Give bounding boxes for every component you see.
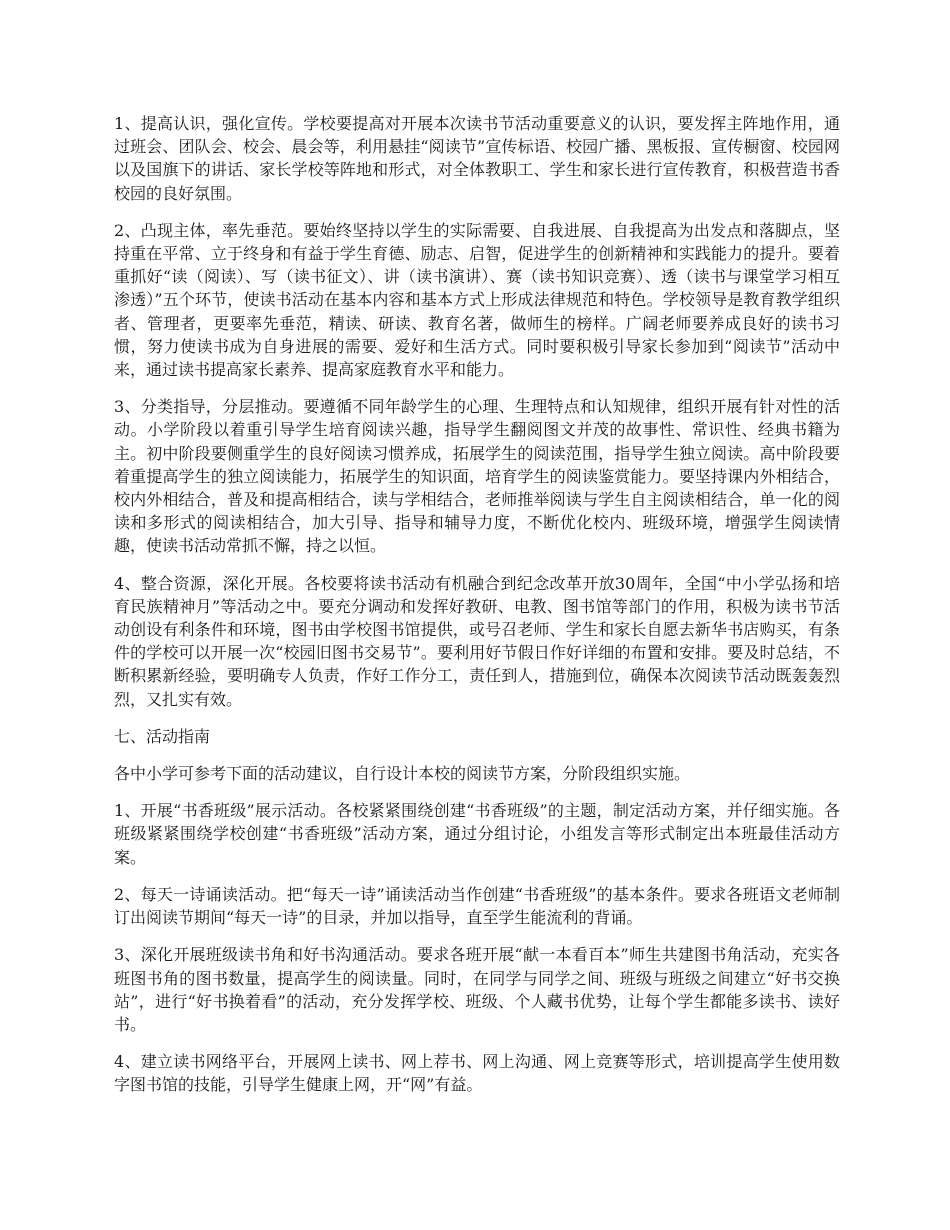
section-heading-activity-guide: 七、活动指南 <box>114 726 211 746</box>
paragraph-online-platform: 4、建立读书网络平台，开展网上读书、网上荐书、网上沟通、网上竞赛等形式，培训提高学生使用数字图书馆的技能，引导学生健康上网，开“网”有益。 <box>114 1052 840 1095</box>
document-body <box>114 112 840 1111</box>
paragraph-book-class: 1、开展“书香班级”展示活动。各校紧紧围绕创建“书香班级”的主题，制定活动方案，并仔细实施。各班级紧紧围绕学校创建“书香班级”活动方案，通过分组讨论，小组发言等形式制定出本班最佳活动方案。 <box>114 801 840 867</box>
paragraph-reading-corner: 3、深化开展班级读书角和好书沟通活动。要求各班开展“献一本看百本”师生共建图书角活动，充实各班图书角的图书数量，提高学生的阅读量。同时，在同学与同学之间、班级与班级之间建立“好书交换站”，进行“好书换着看”的活动，充分发挥学校、班级、个人藏书优势，让每个学生都能多读书、读好书。 <box>114 945 840 1034</box>
paragraph-resources: 4、整合资源，深化开展。各校要将读书活动有机融合到纪念改革开放30周年，全国“中小学弘扬和培育民族精神月”等活动之中。要充分调动和发挥好教研、电教、图书馆等部门的作用，积极为读书节活动创设有利条件和环境，图书由学校图书馆提供，或号召老师、学生和家长自愿去新华书店购买，有条件的学校可以开展一次“校园旧图书交易节”。要利用好节假日作好详细的布置和安排。要及时总结，不断积累新经验，要明确专人负责，作好工作分工，责任到人，措施到位，确保本次阅读节活动既轰轰烈烈，又扎实有效。 <box>114 573 840 709</box>
paragraph-guidance: 3、分类指导，分层推动。要遵循不同年龄学生的心理、生理特点和认知规律，组织开展有针对性的活动。小学阶段以着重引导学生培育阅读兴趣，指导学生翻阅图文并茂的故事性、常识性、经典书籍为主。初中阶段要侧重学生的良好阅读习惯养成，拓展学生的阅读范围，指导学生独立阅读。高中阶段要着重提高学生的独立阅读能力，拓展学生的知识面，培育学生的阅读鉴赏能力。要坚持课内外相结合，校内外相结合，普及和提高相结合，读与学相结合，老师推举阅读与学生自主阅读相结合，单一化的阅读和多形式的阅读相结合，加大引导、指导和辅导力度，不断优化校内、班级环境，增强学生阅读情趣，使读书活动常抓不懈，持之以恒。 <box>114 397 840 556</box>
paragraph-guide-intro: 各中小学可参考下面的活动建议，自行设计本校的阅读节方案，分阶段组织实施。 <box>114 764 691 784</box>
paragraph-publicity: 1、提高认识，强化宣传。学校要提高对开展本次读书节活动重要意义的认识，要发挥主阵地作用，通过班会、团队会、校会、晨会等，利用悬挂“阅读节”宣传标语、校园广播、黑板报、宣传橱窗、校园网以及国旗下的讲话、家长学校等阵地和形式，对全体教职工、学生和家长进行宣传教育，积极营造书香校园的良好氛围。 <box>114 114 840 203</box>
paragraph-subject: 2、凸现主体，率先垂范。要始终坚持以学生的实际需要、自我进展、自我提高为出发点和落脚点，坚持重在平常、立于终身和有益于学生育德、励志、启智，促进学生的创新精神和实践能力的提升。要着重抓好“读（阅读）、写（读书征文）、讲（读书演讲）、赛（读书知识竞赛）、透（读书与课堂学习相互渗透）”五个环节，使读书活动在基本内容和基本方式上形成法律规范和特色。学校领导是教育教学组织者、管理者，更要率先垂范，精读、研读、教育名著，做师生的榜样。广阔老师要养成良好的读书习惯，努力使读书成为自身进展的需要、爱好和生活方式。同时要积极引导家长参加到“阅读节”活动中来，通过读书提高家长素养、提高家庭教育水平和能力。 <box>114 220 840 380</box>
paragraph-daily-poem: 2、每天一诗诵读活动。把“每天一诗”诵读活动当作创建“书香班级”的基本条件。要求各班语文老师制订出阅读节期间“每天一诗”的目录，并加以指导，直至学生能流利的背诵。 <box>114 884 840 928</box>
